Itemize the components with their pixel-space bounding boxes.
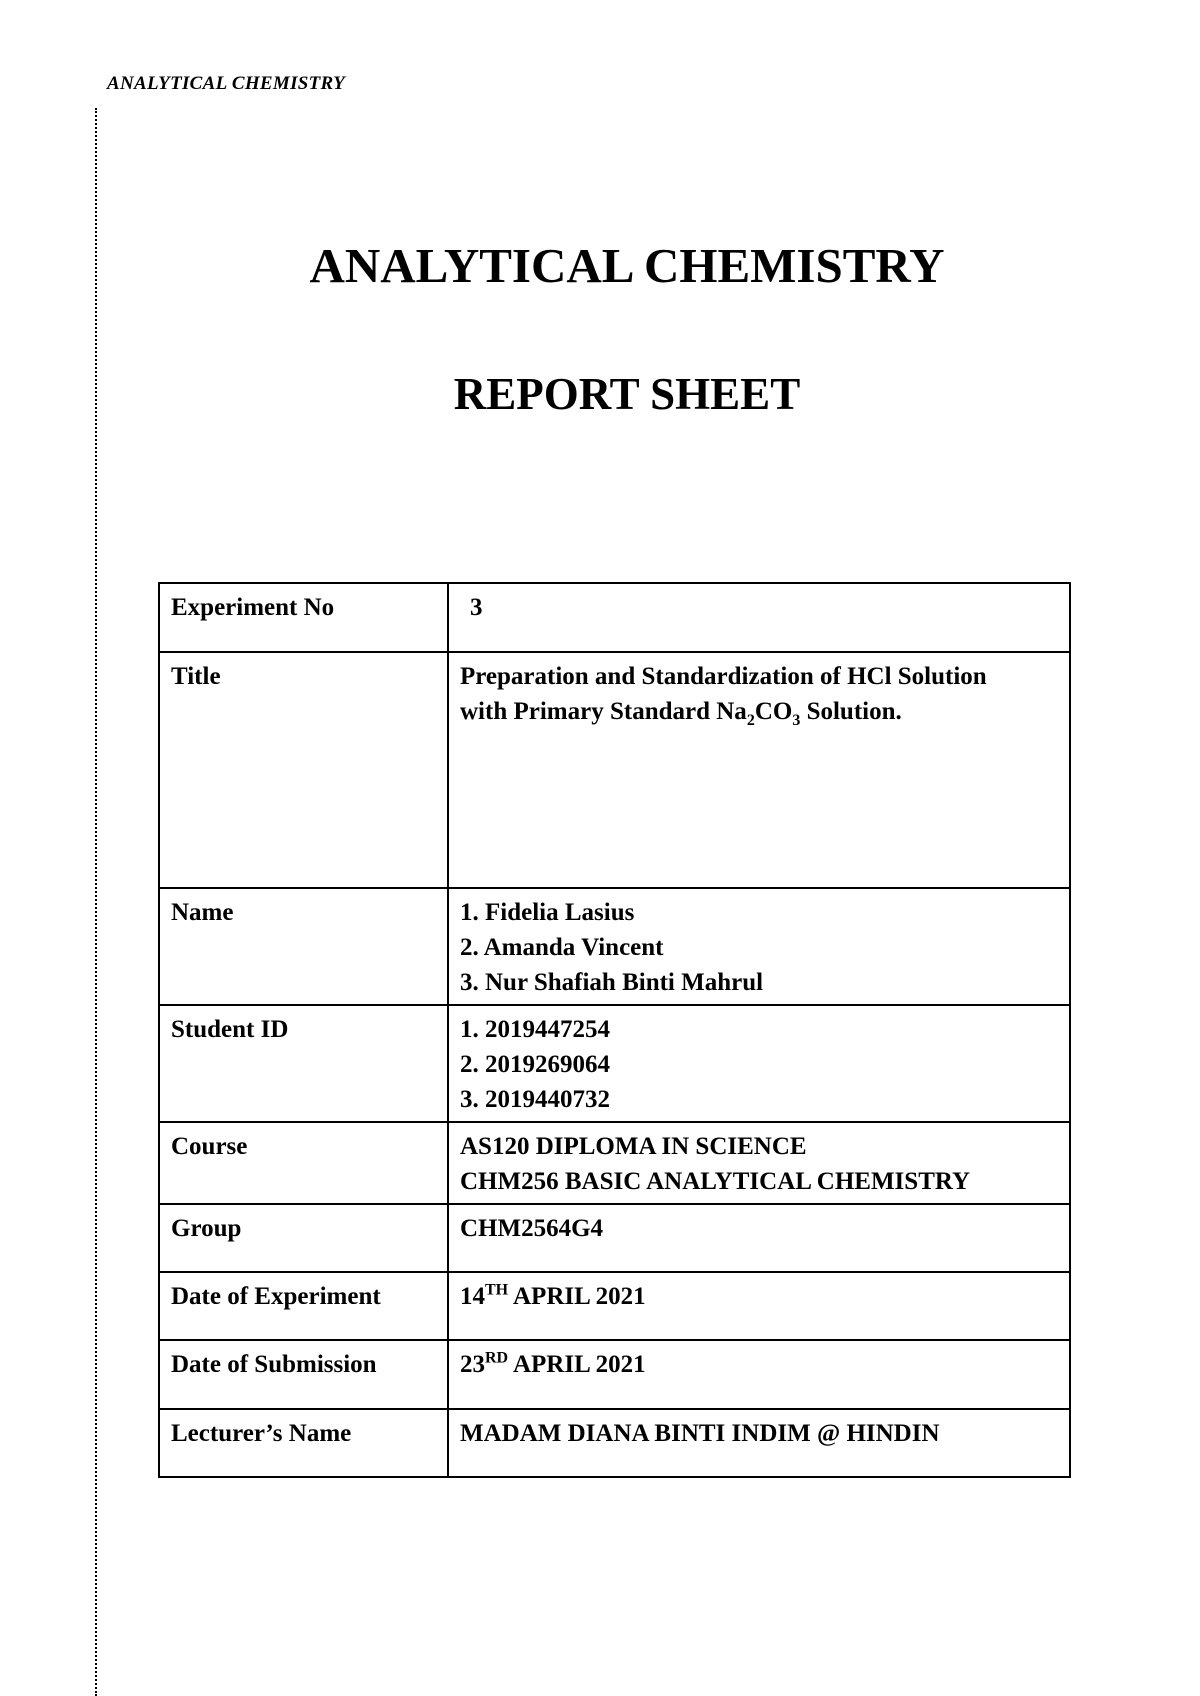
label-lecturer: Lecturer’s Name [159, 1409, 448, 1477]
value-title [448, 652, 1070, 888]
course-2: CHM256 BASIC ANALYTICAL CHEMISTRY [460, 1168, 971, 1195]
title-line-2-prefix: with Primary Standard Na [460, 698, 747, 725]
value-name [448, 888, 1070, 1005]
title-line-1: Preparation and Standardization of HCl Solution [460, 663, 987, 690]
subscript-2: 2 [746, 712, 755, 729]
label-group: Group [159, 1204, 448, 1272]
date-experiment-day: 14 [460, 1283, 485, 1310]
document-subtitle: REPORT SHEET [453, 369, 801, 419]
label-date-submission: Date of Submission [159, 1340, 448, 1409]
date-experiment-rest: APRIL 2021 [508, 1283, 646, 1310]
label-student-id: Student ID [159, 1005, 448, 1122]
student-id-1: 1. 2019447254 [460, 1016, 610, 1043]
label-course: Course [159, 1122, 448, 1204]
date-submission-rest: APRIL 2021 [508, 1351, 646, 1378]
name-2: 2. Amanda Vincent [460, 934, 664, 961]
value-experiment-no [448, 583, 1070, 652]
label-name: Name [159, 888, 448, 1005]
date-submission-day: 23 [460, 1351, 485, 1378]
value-date-submission [448, 1340, 1070, 1409]
label-title: Title [159, 652, 448, 888]
value-lecturer: MADAM DIANA BINTI INDIM @ HINDIN [448, 1409, 1070, 1477]
row-experiment-no [159, 583, 1070, 652]
row-date-submission [159, 1340, 1070, 1409]
experiment-number: 3 [470, 594, 483, 621]
row-title [159, 652, 1070, 888]
name-1: 1. Fidelia Lasius [460, 899, 635, 926]
report-info-table [158, 582, 1071, 1478]
title-line-2 [460, 694, 1059, 729]
row-group [159, 1204, 1070, 1272]
running-header: ANALYTICAL CHEMISTRY [107, 73, 346, 94]
value-student-id [448, 1005, 1070, 1122]
row-name [159, 888, 1070, 1005]
row-course [159, 1122, 1070, 1204]
row-date-experiment [159, 1272, 1070, 1340]
subscript-3: 3 [792, 712, 801, 729]
row-lecturer [159, 1409, 1070, 1477]
title-line-2-mid: CO [754, 698, 793, 725]
student-id-3: 3. 2019440732 [460, 1086, 610, 1113]
course-1: AS120 DIPLOMA IN SCIENCE [460, 1133, 807, 1160]
student-id-2: 2. 2019269064 [460, 1051, 610, 1078]
date-experiment-suffix: TH [485, 1281, 509, 1299]
value-group: CHM2564G4 [448, 1204, 1070, 1272]
title-line-2-suffix: Solution. [800, 698, 902, 725]
label-experiment-no: Experiment No [159, 583, 448, 652]
name-3: 3. Nur Shafiah Binti Mahrul [460, 969, 764, 996]
document-title: ANALYTICAL CHEMISTRY [309, 238, 945, 293]
date-submission-suffix: RD [485, 1349, 509, 1367]
label-date-experiment: Date of Experiment [159, 1272, 448, 1340]
row-student-id [159, 1005, 1070, 1122]
value-date-experiment [448, 1272, 1070, 1340]
value-course [448, 1122, 1070, 1204]
margin-rule [95, 108, 97, 1696]
